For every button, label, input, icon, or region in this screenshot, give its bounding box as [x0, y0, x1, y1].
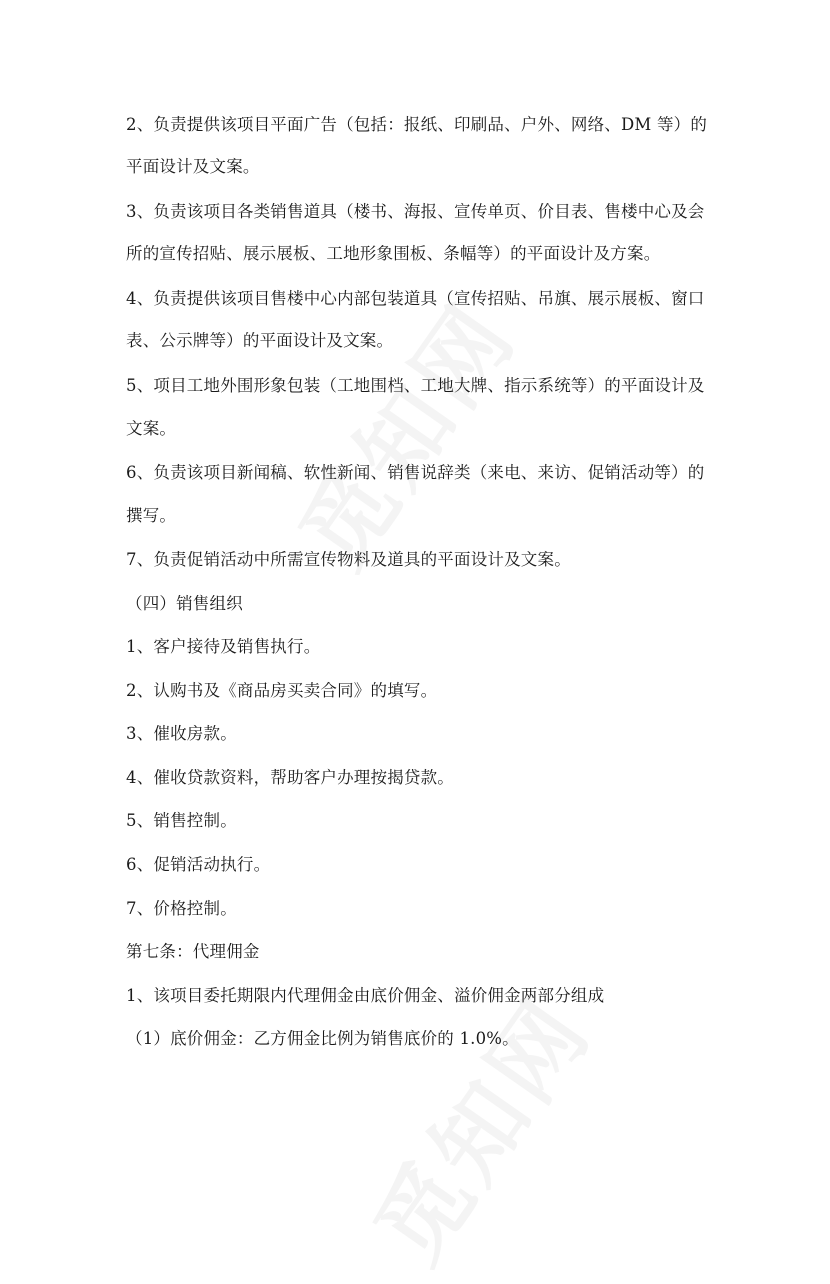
- paragraph-item-4-line2: 表、公示牌等）的平面设计及文案。: [126, 331, 394, 350]
- commission-item-1: 1、该项目委托期限内代理佣金由底价佣金、溢价佣金两部分组成: [126, 986, 605, 1005]
- section-heading-sales-organization: （四）销售组织: [126, 594, 243, 613]
- paragraph-item-7: 7、负责促销活动中所需宣传物料及道具的平面设计及文案。: [126, 550, 571, 569]
- sales-item-6: 6、促销活动执行。: [126, 855, 271, 874]
- paragraph-item-2-line2: 平面设计及文案。: [126, 157, 260, 176]
- sales-item-3: 3、催收房款。: [126, 724, 237, 743]
- watermark: [264, 273, 541, 590]
- sales-item-2: 2、认购书及《商品房买卖合同》的填写。: [126, 681, 438, 700]
- sales-item-7: 7、价格控制。: [126, 899, 237, 918]
- paragraph-item-5-line2: 文案。: [126, 419, 177, 438]
- paragraph-item-3-line2: 所的宣传招贴、展示展板、工地形象围板、条幅等）的平面设计及方案。: [126, 244, 661, 263]
- paragraph-item-5-line1: 5、项目工地外围形象包装（工地围档、工地大牌、指示系统等）的平面设计及: [126, 376, 705, 395]
- sales-item-5: 5、销售控制。: [126, 811, 237, 830]
- paragraph-item-2-line1: 2、负责提供该项目平面广告（包括：报纸、印刷品、户外、网络、DM 等）的: [126, 115, 708, 134]
- commission-subitem-1: （1）底价佣金：乙方佣金比例为销售底价的 1.0%。: [126, 1029, 519, 1048]
- watermark-bottom: [339, 968, 616, 1284]
- paragraph-item-6-line1: 6、负责该项目新闻稿、软性新闻、销售说辞类（来电、来访、促销活动等）的: [126, 463, 705, 482]
- article-heading-commission: 第七条：代理佣金: [126, 942, 260, 961]
- paragraph-item-6-line2: 撰写。: [126, 506, 177, 525]
- paragraph-item-4-line1: 4、负责提供该项目售楼中心内部包装道具（宣传招贴、吊旗、展示展板、窗口: [126, 289, 705, 308]
- sales-item-1: 1、客户接待及销售执行。: [126, 637, 321, 656]
- sales-item-4: 4、催收贷款资料，帮助客户办理按揭贷款。: [126, 768, 454, 787]
- paragraph-item-3-line1: 3、负责该项目各类销售道具（楼书、海报、宣传单页、价目表、售楼中心及会: [126, 202, 705, 221]
